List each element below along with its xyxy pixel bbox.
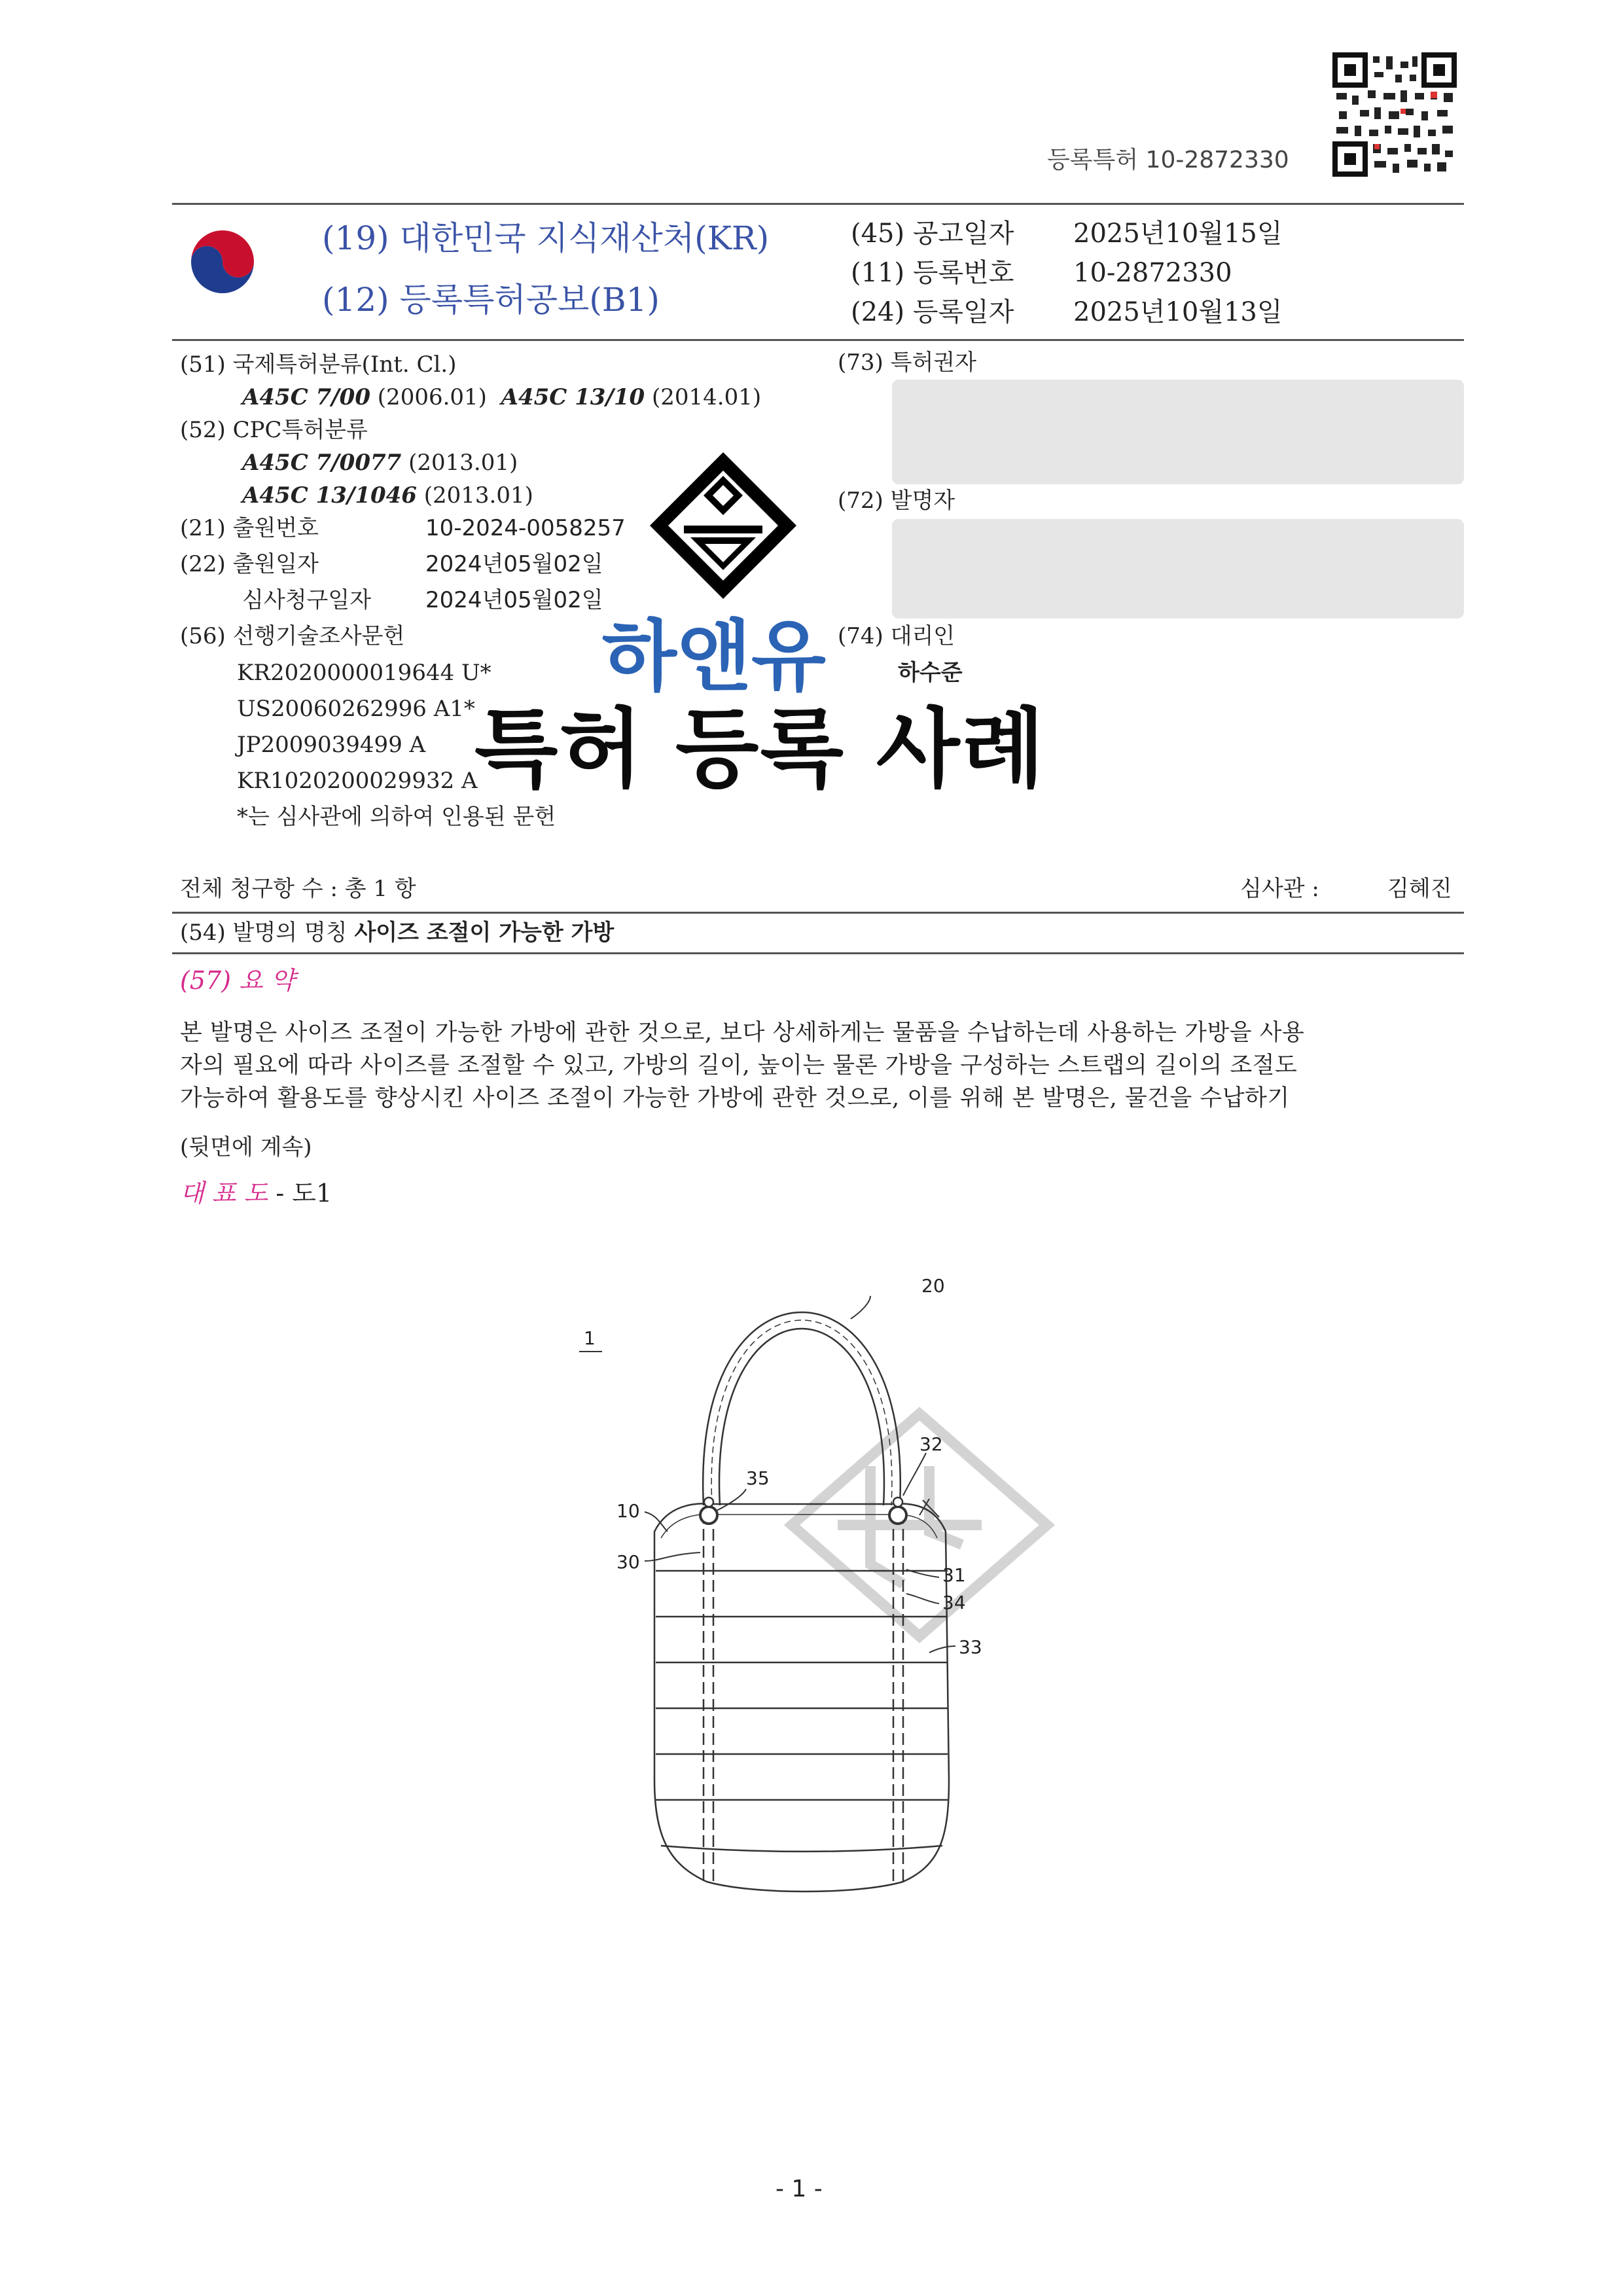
examiner-name: 김혜진 [1387,876,1452,902]
representative-figure [180,1180,332,1206]
patent-drawing [563,1257,1060,1911]
cpc-year: (2013.01) [423,482,533,509]
brand-logo-icon [645,447,802,604]
cpc-entry [242,482,533,509]
rep-fig-value: - 도1 [276,1179,332,1208]
prior-art-note: *는 심사관에 의하여 인용된 문헌 [237,804,556,830]
abstract-line: 본 발명은 사이즈 조절이 가능한 가방에 관한 것으로, 보다 상세하게는 물품을 수납하는데 사용하는 가방을 사용 [180,1020,1305,1046]
overlay-caption: 특허 등록 사례 [474,699,1046,800]
meta-code: (45) [851,219,905,249]
meta-label: 공고일자 [912,219,1014,249]
figure-ref-label: 20 [921,1275,945,1297]
meta-code: (11) [851,258,905,288]
qr-code [1332,52,1457,177]
inventor-redacted-box [892,519,1464,619]
document-reference: 등록특허 10-2872330 [1047,147,1289,173]
continued-note: (뒷면에 계속) [180,1134,312,1160]
government-emblem-icon [185,224,260,300]
title-value: 사이즈 조절이 가능한 가방 [354,920,615,946]
cpc-entry [242,450,518,476]
meta-label: 등록일자 [912,297,1014,327]
figure-ref-label: 35 [746,1467,770,1489]
ipc-code: A45C 7/00 [242,384,370,410]
header-bottom-rule [172,339,1464,341]
meta-row-registration-date [851,296,1283,328]
publication-type: (12) 등록특허공보(B1) [322,281,660,319]
meta-value: 2025년10월13일 [1073,297,1283,327]
figure-ref-label: 30 [616,1551,640,1573]
cpc-code: A45C 7/0077 [242,450,402,476]
figure-ref-label: 31 [942,1564,966,1586]
ipc-label: (51) 국제특허분류(Int. Cl.) [180,351,457,378]
examiner-label: 심사관 : [1240,876,1319,902]
exam-request-date: 2024년05월02일 [425,587,603,613]
meta-row-publication-date [851,218,1283,249]
figure-ref-label: 33 [959,1636,982,1658]
rep-fig-label: 대 표 도 [180,1179,268,1208]
figure-ref-label: 1 [584,1327,596,1349]
ipc-code: A45C 13/10 [501,384,645,410]
claims-count: 전체 청구항 수 : 총 1 항 [180,876,416,902]
meta-value: 2025년10월15일 [1073,219,1283,249]
exam-request-date-label: 심사청구일자 [242,587,372,613]
ipc-entries [242,384,761,410]
prior-art-item: JP2009039499 A [237,732,426,758]
meta-row-registration-number [851,257,1232,289]
abstract-line: 가능하여 활용도를 향상시킨 사이즈 조절이 가능한 가방에 관한 것으로, 이를 위해 본 발명은, 물건을 수납하기 [180,1085,1290,1111]
abstract-heading: (57) 요 약 [180,966,295,995]
header-top-rule [172,203,1464,205]
patentee-redacted-box [892,380,1464,484]
ipc-year: (2006.01) [377,384,487,410]
page-number: - 1 - [776,2176,823,2202]
prior-art-item: US20060262996 A1* [237,696,475,722]
inventor-label: (72) 발명자 [838,488,955,514]
figure-ref-label: 32 [919,1433,943,1455]
ipc-year: (2014.01) [652,384,762,410]
prior-art-item: KR2020000019644 U* [237,660,491,686]
prior-art-label: (56) 선행기술조사문헌 [180,623,405,649]
patentee-label: (73) 특허권자 [838,350,976,376]
agent-label: (74) 대리인 [838,623,955,649]
cpc-code: A45C 13/1046 [242,482,417,509]
application-number-label: (21) 출원번호 [180,515,319,541]
abstract-line: 자의 필요에 따라 사이즈를 조절할 수 있고, 가방의 길이, 높이는 물론 가방을 구성하는 스트랩의 길이의 조절도 [180,1052,1298,1079]
application-number: 10-2024-0058257 [425,515,626,541]
meta-code: (24) [851,297,905,327]
title-top-rule [172,912,1464,914]
brand-name: 하앤유 [602,611,826,702]
prior-art-item: KR1020200029932 A [237,768,478,794]
cpc-year: (2013.01) [408,450,518,476]
application-date: 2024년05월02일 [425,551,603,577]
application-date-label: (22) 출원일자 [180,551,319,577]
invention-title [180,920,614,946]
title-label: (54) 발명의 명칭 [180,920,348,946]
office-name: (19) 대한민국 지식재산처(KR) [322,219,770,257]
meta-label: 등록번호 [912,258,1014,288]
figure-ref-label: 34 [942,1592,966,1613]
agent-name: 하수준 [898,660,963,686]
meta-value: 10-2872330 [1073,258,1232,288]
title-bottom-rule [172,952,1464,954]
cpc-label: (52) CPC특허분류 [180,417,368,443]
figure-ref-label: 10 [616,1500,640,1522]
